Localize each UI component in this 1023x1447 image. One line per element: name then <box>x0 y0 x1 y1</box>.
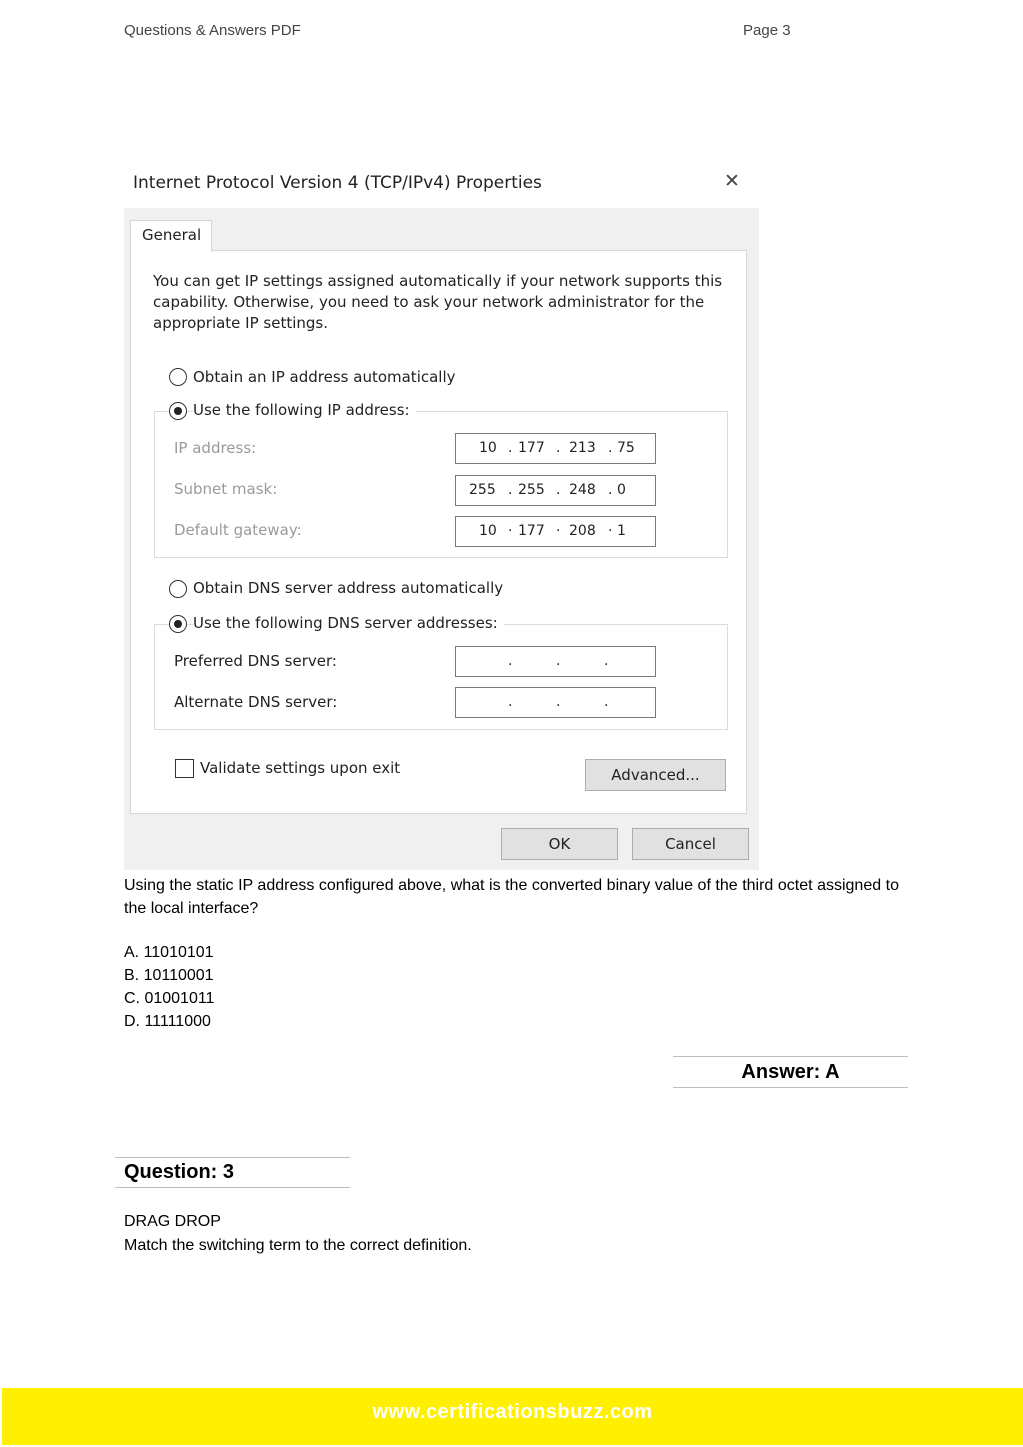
radio-static-ip[interactable] <box>169 402 187 420</box>
dialog-description: You can get IP settings assigned automatically if your network supports this capability. Otherwise, you need to ask your network administrator for the appropriate IP settings. <box>153 272 723 332</box>
radio-auto-ip-label: Obtain an IP address automatically <box>193 368 456 386</box>
radio-auto-dns[interactable] <box>169 580 187 598</box>
radio-auto-dns-label: Obtain DNS server address automatically <box>193 579 504 597</box>
cancel-button[interactable]: Cancel <box>632 828 749 860</box>
question-heading: Question: 3 <box>124 1161 235 1183</box>
radio-static-dns-label: Use the following DNS server addresses: <box>193 614 504 632</box>
default-gateway-label: Default gateway: <box>174 521 302 539</box>
gateway-octet-3: 208 <box>569 523 596 539</box>
ip-octet-4: 75 <box>617 440 635 456</box>
gateway-octet-2: 177 <box>518 523 545 539</box>
option-d: D. 11111000 <box>124 1013 211 1030</box>
answer: Answer: A <box>741 1061 840 1083</box>
question-text: Using the static IP address configured above, what is the converted binary value of the third octet assigned to the local interface? <box>124 877 899 917</box>
question-bottom-rule <box>115 1187 350 1188</box>
dialog-title: Internet Protocol Version 4 (TCP/IPv4) Properties <box>133 173 542 193</box>
answer-top-rule <box>673 1056 908 1057</box>
mask-octet-3: 248 <box>569 482 596 498</box>
subnet-mask-field[interactable]: 255 . 255 . 248 . 0 <box>455 475 656 506</box>
preferred-dns-label: Preferred DNS server: <box>174 652 337 670</box>
radio-auto-ip[interactable] <box>169 368 187 386</box>
question-prompt: Match the switching term to the correct definition. <box>124 1237 472 1254</box>
subnet-mask-label: Subnet mask: <box>174 480 278 498</box>
radio-static-ip-label: Use the following IP address: <box>193 401 416 419</box>
question-type: DRAG DROP <box>124 1213 221 1230</box>
validate-checkbox[interactable] <box>175 759 194 778</box>
ip-address-label: IP address: <box>174 439 257 457</box>
page-number: Page 3 <box>743 22 791 39</box>
mask-octet-2: 255 <box>518 482 545 498</box>
header-title: Questions & Answers PDF <box>124 22 301 39</box>
option-a: A. 11010101 <box>124 944 214 961</box>
ip-address-field[interactable]: 10 . 177 . 213 . 75 <box>455 433 656 464</box>
footer-link[interactable]: www.certificationsbuzz.com <box>372 1401 653 1423</box>
close-icon[interactable]: ✕ <box>724 170 740 192</box>
ip-octet-3: 213 <box>569 440 596 456</box>
option-b: B. 10110001 <box>124 967 214 984</box>
alternate-dns-field[interactable]: . . . <box>455 687 656 718</box>
ip-octet-1: 10 <box>479 440 497 456</box>
radio-static-dns[interactable] <box>169 615 187 633</box>
option-c: C. 01001011 <box>124 990 215 1007</box>
gateway-octet-1: 10 <box>479 523 497 539</box>
gateway-octet-4: 1 <box>617 523 626 539</box>
mask-octet-4: 0 <box>617 482 626 498</box>
tab-general[interactable]: General <box>130 220 212 252</box>
default-gateway-field[interactable]: 10 · 177 · 208 · 1 <box>455 516 656 547</box>
preferred-dns-field[interactable]: . . . <box>455 646 656 677</box>
alternate-dns-label: Alternate DNS server: <box>174 693 338 711</box>
advanced-button[interactable]: Advanced... <box>585 759 726 791</box>
answer-bottom-rule <box>673 1087 908 1088</box>
ip-octet-2: 177 <box>518 440 545 456</box>
ok-button[interactable]: OK <box>501 828 618 860</box>
question-top-rule <box>115 1157 350 1158</box>
mask-octet-1: 255 <box>469 482 496 498</box>
validate-label: Validate settings upon exit <box>200 759 401 777</box>
